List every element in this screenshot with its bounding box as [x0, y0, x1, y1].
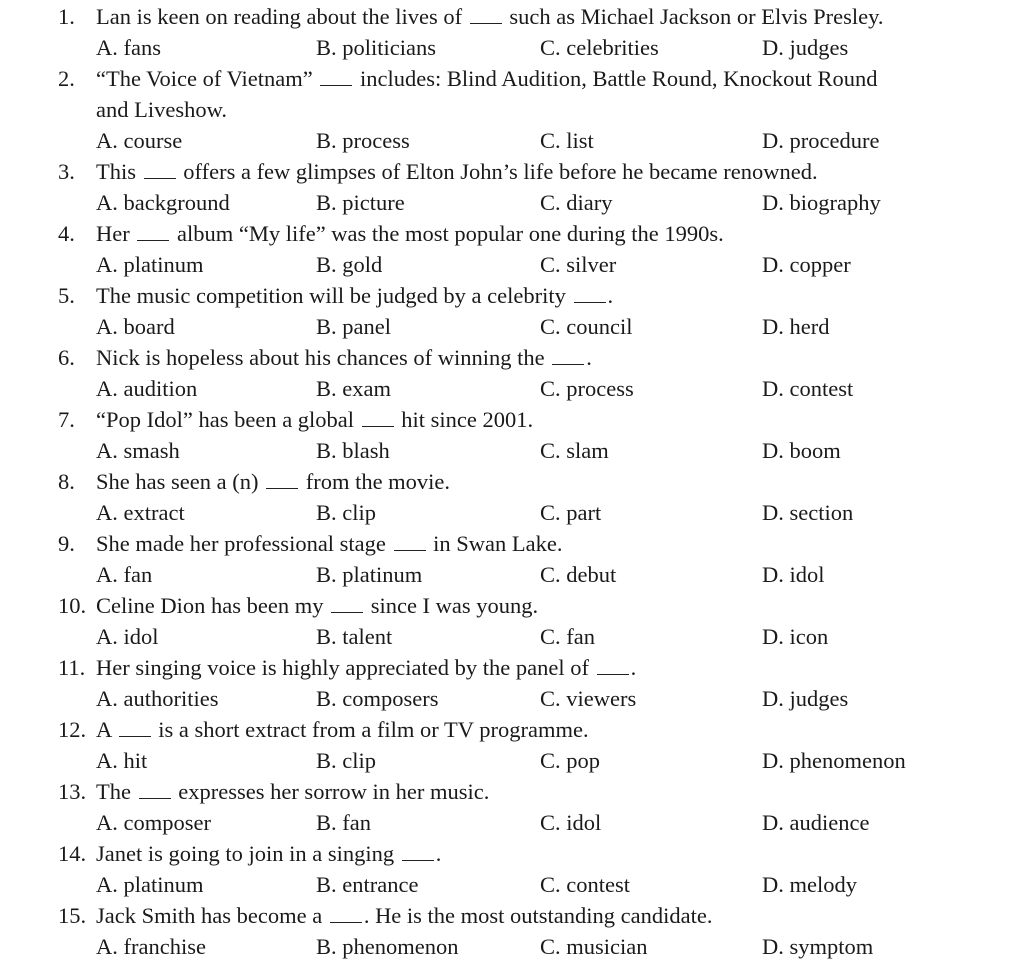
answer-option[interactable]: C. contest	[540, 872, 630, 897]
answer-blank[interactable]	[597, 656, 629, 675]
answer-blank[interactable]	[144, 160, 176, 179]
question-stem	[58, 717, 589, 743]
question-text-before: Lan is keen on reading about the lives of	[96, 4, 468, 29]
question-text-before: Jack Smith has become a	[96, 903, 328, 928]
question-text-after: .	[435, 841, 442, 866]
question-stem	[58, 66, 877, 92]
question-text-before: The music competition will be judged by a celebrity	[96, 283, 572, 308]
answer-option[interactable]: A. authorities	[96, 686, 219, 711]
answer-option[interactable]: B. fan	[316, 810, 371, 835]
question-text-before: She has seen a (n)	[96, 469, 265, 494]
answer-option[interactable]: C. fan	[540, 624, 595, 649]
answer-option[interactable]: D. phenomenon	[762, 748, 906, 773]
answer-option[interactable]: A. platinum	[96, 252, 204, 277]
question-stem	[58, 221, 724, 247]
answer-option[interactable]: D. biography	[762, 190, 881, 215]
answer-option[interactable]: A. audition	[96, 376, 198, 401]
answer-option[interactable]: B. politicians	[316, 35, 436, 60]
question-text-after: in Swan Lake.	[427, 531, 563, 556]
question-number: 6.	[58, 345, 75, 370]
answer-option[interactable]: D. icon	[762, 624, 829, 649]
answer-option[interactable]: A. course	[96, 128, 183, 153]
answer-blank[interactable]	[119, 718, 151, 737]
answer-blank[interactable]	[470, 5, 502, 24]
answer-option[interactable]: A. fans	[96, 35, 161, 60]
answer-option[interactable]: B. clip	[316, 748, 376, 773]
question-number: 5.	[58, 283, 75, 308]
question-text-before: She made her professional stage	[96, 531, 392, 556]
question-stem	[58, 407, 533, 433]
answer-blank[interactable]	[574, 284, 606, 303]
question-text-after: such as Michael Jackson or Elvis Presley.	[503, 4, 884, 29]
answer-blank[interactable]	[330, 904, 362, 923]
question-text-after: offers a few glimpses of Elton John’s life before he became renowned.	[177, 159, 818, 184]
answer-option[interactable]: D. section	[762, 500, 854, 525]
question-text-after: .	[607, 283, 614, 308]
answer-option[interactable]: D. melody	[762, 872, 857, 897]
answer-option[interactable]: A. idol	[96, 624, 159, 649]
question-text-before: “Pop Idol” has been a global	[96, 407, 360, 432]
answer-option[interactable]: B. phenomenon	[316, 934, 459, 959]
answer-option[interactable]: D. audience	[762, 810, 870, 835]
answer-option[interactable]: A. fan	[96, 562, 153, 587]
answer-option[interactable]: D. herd	[762, 314, 830, 339]
question-text-before: Nick is hopeless about his chances of winning the	[96, 345, 551, 370]
answer-blank[interactable]	[394, 532, 426, 551]
answer-option[interactable]: C. debut	[540, 562, 617, 587]
question-stem	[58, 469, 450, 495]
question-text-before: This	[96, 159, 142, 184]
question-text-after: from the movie.	[300, 469, 451, 494]
answer-option[interactable]: D. symptom	[762, 934, 874, 959]
question-text-before: Her singing voice is highly appreciated by the panel of	[96, 655, 595, 680]
answer-option[interactable]: B. picture	[316, 190, 405, 215]
question-number: 15.	[58, 903, 87, 928]
question-number: 7.	[58, 407, 75, 432]
question-stem	[58, 903, 713, 929]
answer-option[interactable]: D. procedure	[762, 128, 880, 153]
question-stem	[58, 779, 489, 805]
question-text-after: hit since 2001.	[395, 407, 534, 432]
answer-option[interactable]: B. panel	[316, 314, 391, 339]
question-text-after: .	[630, 655, 637, 680]
question-text-after: includes: Blind Audition, Battle Round, Knockout Round	[354, 66, 878, 91]
answer-option[interactable]: B. composers	[316, 686, 439, 711]
question-text-after: is a short extract from a film or TV programme.	[152, 717, 589, 742]
answer-option[interactable]: A. composer	[96, 810, 211, 835]
question-text-after: album “My life” was the most popular one during the 1990s.	[171, 221, 724, 246]
answer-blank[interactable]	[266, 470, 298, 489]
question-text-before: Celine Dion has been my	[96, 593, 330, 618]
answer-option[interactable]: A. platinum	[96, 872, 204, 897]
answer-option[interactable]: A. extract	[96, 500, 185, 525]
question-number: 4.	[58, 221, 75, 246]
question-continuation: and Liveshow.	[96, 97, 228, 122]
answer-option[interactable]: C. viewers	[540, 686, 637, 711]
question-text-before: “The Voice of Vietnam”	[96, 66, 319, 91]
question-stem	[58, 593, 538, 619]
answer-option[interactable]: D. judges	[762, 686, 849, 711]
answer-option[interactable]: D. copper	[762, 252, 851, 277]
answer-blank[interactable]	[320, 67, 352, 86]
question-text-after: .	[586, 345, 592, 370]
answer-option[interactable]: A. board	[96, 314, 175, 339]
answer-blank[interactable]	[331, 594, 363, 613]
answer-blank[interactable]	[402, 842, 434, 861]
answer-option[interactable]: B. talent	[316, 624, 393, 649]
question-number: 12.	[58, 717, 87, 742]
question-stem	[58, 4, 884, 30]
answer-option[interactable]: C. diary	[540, 190, 613, 215]
question-number: 9.	[58, 531, 75, 556]
answer-option[interactable]: C. celebrities	[540, 35, 659, 60]
question-text-after: since I was young.	[365, 593, 539, 618]
answer-blank[interactable]	[362, 408, 394, 427]
question-stem	[58, 283, 613, 309]
answer-option[interactable]: B. gold	[316, 252, 383, 277]
question-text-after: expresses her sorrow in her music.	[172, 779, 490, 804]
question-stem	[58, 345, 592, 371]
question-stem	[58, 531, 563, 557]
answer-option[interactable]: C. silver	[540, 252, 617, 277]
answer-option[interactable]: C. idol	[540, 810, 602, 835]
answer-option[interactable]: C. part	[540, 500, 602, 525]
answer-option[interactable]: A. franchise	[96, 934, 206, 959]
answer-option[interactable]: C. musician	[540, 934, 648, 959]
question-number: 14.	[58, 841, 87, 866]
answer-option[interactable]: B. platinum	[316, 562, 423, 587]
question-number: 2.	[58, 66, 75, 91]
answer-option[interactable]: A. hit	[96, 748, 148, 773]
answer-option[interactable]: B. entrance	[316, 872, 419, 897]
question-text-before: Janet is going to join in a singing	[96, 841, 400, 866]
answer-option[interactable]: C. pop	[540, 748, 601, 773]
answer-option[interactable]: B. exam	[316, 376, 391, 401]
question-stem	[58, 655, 636, 681]
question-text-before: Her	[96, 221, 136, 246]
answer-option[interactable]: A. background	[96, 190, 230, 215]
answer-option[interactable]: C. slam	[540, 438, 609, 463]
question-number: 3.	[58, 159, 75, 184]
question-stem	[58, 841, 441, 867]
answer-blank[interactable]	[137, 222, 169, 241]
answer-option[interactable]: C. process	[540, 376, 634, 401]
answer-option[interactable]: B. blash	[316, 438, 390, 463]
question-number: 1.	[58, 4, 75, 29]
answer-option[interactable]: C. council	[540, 314, 633, 339]
question-text-before: The	[96, 779, 137, 804]
question-number: 10.	[58, 593, 87, 618]
question-text-after: . He is the most outstanding candidate.	[363, 903, 713, 928]
answer-option[interactable]: D. contest	[762, 376, 854, 401]
answer-blank[interactable]	[552, 346, 584, 365]
question-number: 13.	[58, 779, 87, 804]
question-text-before: A	[96, 717, 117, 742]
question-number: 11.	[58, 655, 86, 680]
answer-option[interactable]: B. clip	[316, 500, 376, 525]
answer-option[interactable]: D. judges	[762, 35, 849, 60]
question-stem	[58, 159, 818, 185]
answer-option[interactable]: C. list	[540, 128, 594, 153]
answer-option[interactable]: B. process	[316, 128, 410, 153]
answer-option[interactable]: A. smash	[96, 438, 180, 463]
answer-blank[interactable]	[139, 780, 171, 799]
question-number: 8.	[58, 469, 75, 494]
answer-option[interactable]: D. boom	[762, 438, 841, 463]
answer-option[interactable]: D. idol	[762, 562, 825, 587]
